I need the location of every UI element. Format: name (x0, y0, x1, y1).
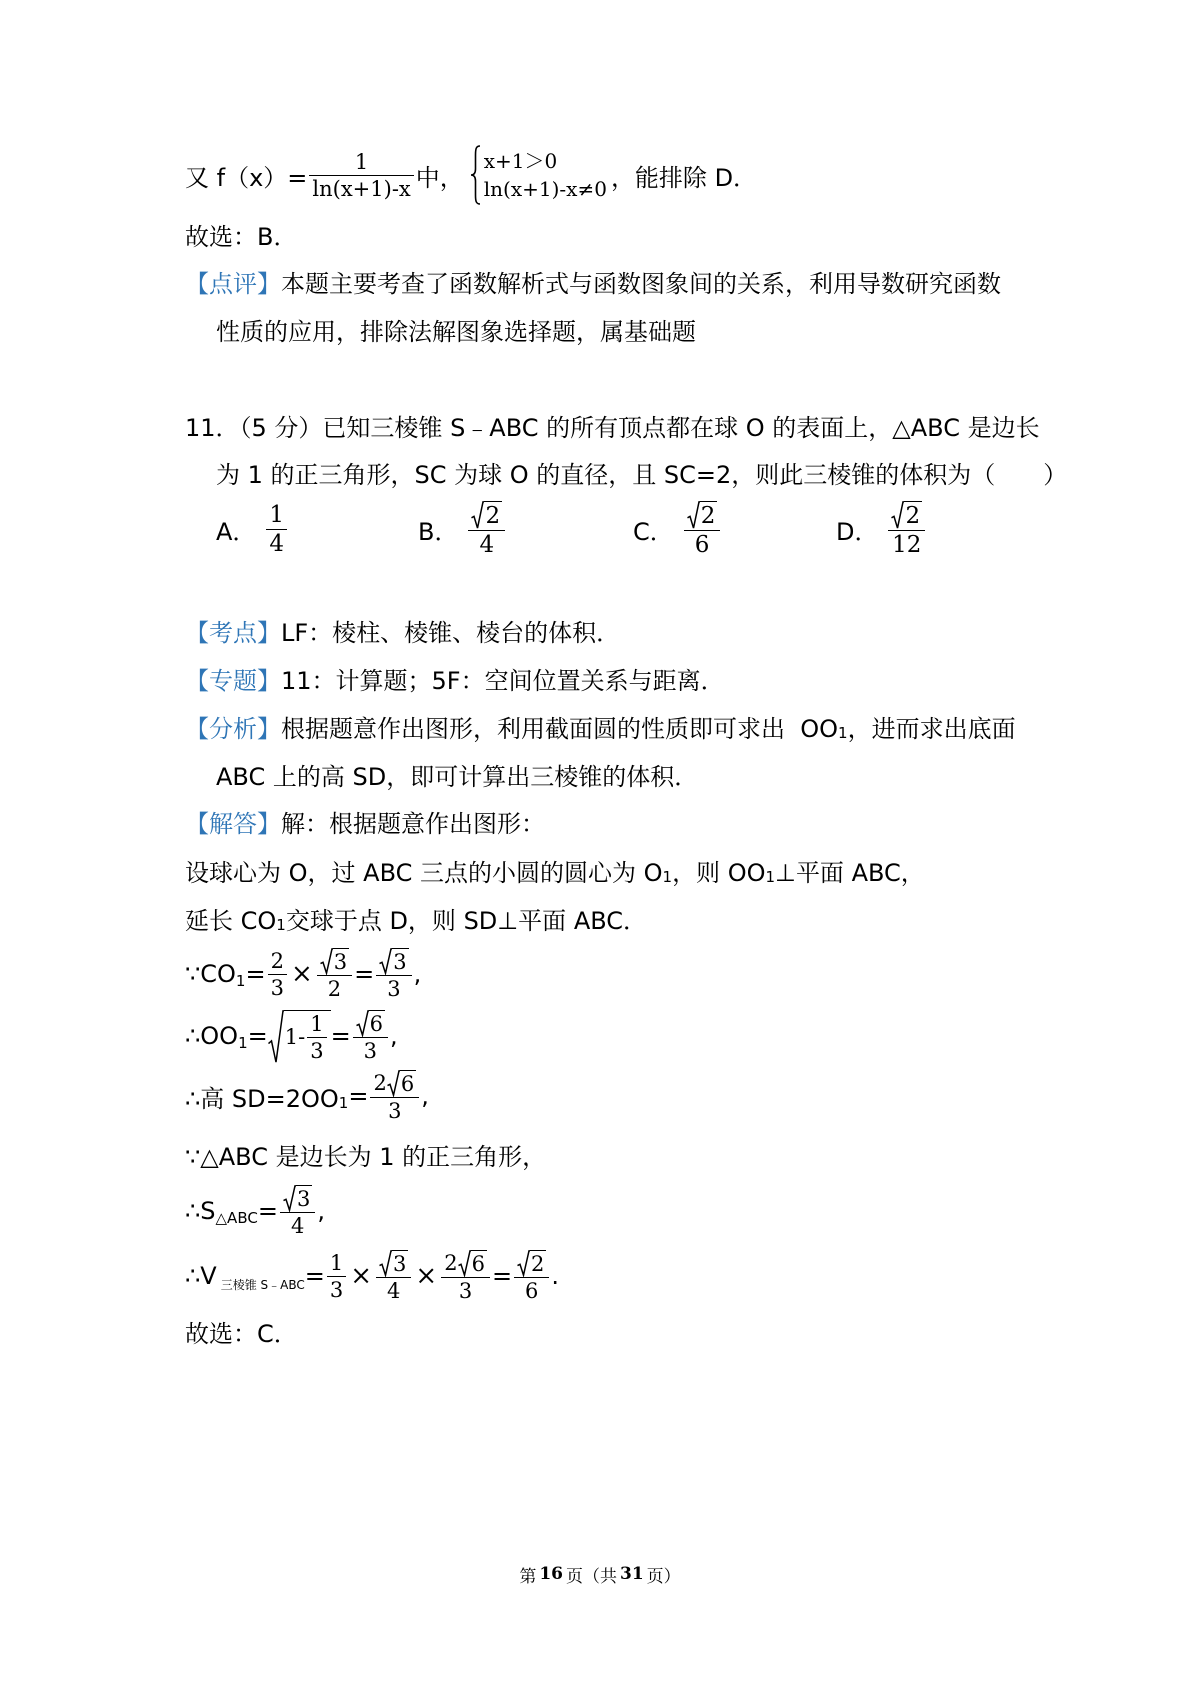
footer-text: 页） (646, 1566, 681, 1587)
square-root (283, 1185, 312, 1211)
question-stem-line-1: 11．（5 分）已知三棱锥 S﹣ABC 的所有顶点都在球 O 的表面上，△ABC 是边长 (185, 413, 1040, 442)
fraction (370, 1070, 419, 1123)
option-label: B． (418, 517, 459, 546)
solution-line-intro (185, 801, 545, 841)
equals-sign: = (245, 960, 266, 988)
radical-sign-icon (387, 1070, 400, 1096)
fraction-numerator (370, 1070, 419, 1098)
fraction-denominator: 3 (310, 1038, 324, 1063)
left-brace-icon (470, 145, 481, 205)
equals-sign: = (491, 1262, 513, 1290)
fraction (307, 1012, 326, 1063)
fraction-numerator (888, 501, 925, 531)
square-root (379, 948, 408, 974)
fraction (309, 150, 413, 201)
radicand: 6 (471, 1251, 485, 1276)
option-label: D． (836, 517, 879, 546)
review-line-2: 性质的应用，排除法解图象选择题，属基础题 (216, 317, 696, 346)
fraction-numerator: 1 (307, 1012, 326, 1038)
subscript: 三棱锥 S﹣ABC (220, 1277, 305, 1292)
square-root (356, 1010, 385, 1036)
radical-path (320, 948, 333, 972)
radicand: 6 (400, 1071, 415, 1096)
radicand: 3 (296, 1186, 311, 1211)
subscript: 1 (238, 1034, 248, 1052)
solution-intro: 解：根据题意作出图形： (281, 809, 545, 838)
function-domain-line (185, 149, 758, 201)
equals-sign: = (354, 960, 375, 988)
radicand (284, 1010, 331, 1063)
solution-step-1 (185, 850, 925, 890)
punctuation: , (413, 960, 422, 988)
equals-sign: = (304, 1262, 325, 1290)
radicand: 2 (485, 502, 501, 529)
radicand-lead: 1- (284, 1025, 306, 1049)
fraction (353, 1010, 388, 1063)
radical-sign-icon (471, 501, 484, 529)
step-text: ∴OO (185, 1022, 239, 1050)
step-text: ，则 OO (672, 858, 766, 887)
radical-sign-icon (320, 948, 333, 974)
brace-path (471, 146, 480, 204)
review-line-1 (185, 261, 1001, 301)
page-number: 16 (539, 1564, 563, 1584)
option-label: C． (633, 517, 674, 546)
radicand: 6 (369, 1011, 384, 1036)
total-pages: 31 (620, 1564, 644, 1584)
case-row-2: ln(x+1)-x≠0 (483, 177, 607, 201)
solution-step-3 (185, 948, 422, 1001)
radical-path (687, 501, 700, 527)
fraction (514, 1250, 549, 1303)
subscript: 1 (276, 916, 286, 934)
step-text: ⊥平面 ABC， (775, 858, 925, 887)
fraction (441, 1250, 490, 1303)
square-root (687, 501, 718, 529)
radical-sign-icon (283, 1185, 296, 1211)
radicand: 2 (905, 502, 921, 529)
times-sign: × (350, 1261, 373, 1291)
final-answer: 故选：C． (185, 1319, 298, 1348)
radical-sign-icon (891, 501, 904, 529)
line-prefix: 又 f（x）= (185, 163, 308, 192)
case-system (470, 145, 607, 205)
subscript: 1 (662, 868, 673, 886)
analysis-line-2: ABC 上的高 SD，即可计算出三棱锥的体积． (216, 762, 699, 791)
fraction-numerator (353, 1010, 388, 1038)
radical-path (387, 1070, 400, 1094)
fraction-numerator (684, 501, 721, 531)
fraction (468, 501, 505, 558)
coefficient: 2 (373, 1070, 387, 1095)
option-d (836, 502, 927, 556)
fraction (266, 502, 287, 557)
step-text: 延长 CO (185, 906, 277, 935)
fraction-denominator: 4 (269, 530, 285, 557)
knowledge-point-text: LF：棱柱、棱锥、棱台的体积． (281, 618, 621, 647)
fraction-denominator: 4 (479, 531, 495, 558)
step-text: ∴高 SD=2OO (185, 1084, 339, 1113)
solution-step-2 (185, 898, 647, 938)
fraction-denominator: 6 (525, 1278, 539, 1303)
fraction-numerator: 1 (266, 502, 287, 530)
analysis-line-1 (185, 706, 1016, 746)
previous-answer: 故选：B． (185, 222, 298, 251)
square-root (458, 1250, 487, 1276)
square-root (891, 501, 922, 529)
radical-path (518, 1250, 531, 1274)
equals-sign: = (247, 1022, 268, 1050)
fraction-denominator: 3 (270, 975, 284, 1000)
coefficient: 2 (444, 1250, 458, 1275)
line-middle: 中， (415, 163, 464, 192)
analysis-text: ，进而求出底面 (847, 714, 1016, 743)
question-stem-line-2: 为 1 的正三角形，SC 为球 O 的直径，且 SC=2，则此三棱锥的体积为（ ） (216, 460, 1068, 489)
radical-sign-icon (379, 1250, 392, 1276)
knowledge-point-line (185, 610, 620, 650)
footer-text: 页（共 (566, 1566, 617, 1587)
fraction-denominator: 3 (388, 1098, 402, 1123)
square-root (517, 1250, 546, 1276)
fraction-numerator (468, 501, 505, 531)
topic-tag: 【专题】 (185, 666, 281, 695)
fraction-numerator: 1 (327, 1251, 346, 1277)
radicand: 2 (700, 502, 716, 529)
solution-step-7 (185, 1186, 325, 1238)
footer-text: 第 (519, 1566, 537, 1587)
fraction (280, 1185, 315, 1238)
times-sign: × (290, 959, 313, 989)
radical-sign-icon (356, 1010, 369, 1036)
punctuation: , (421, 1082, 429, 1110)
fraction-numerator: 2 (268, 949, 287, 975)
option-c (633, 502, 722, 556)
times-sign: × (415, 1261, 438, 1291)
equals-sign: = (348, 1082, 369, 1110)
subscript: 1 (338, 1094, 349, 1112)
fraction-denominator: ln(x+1)-x (312, 176, 411, 201)
fraction-denominator: 3 (387, 976, 401, 1001)
fraction (317, 948, 352, 1001)
radical-path (472, 501, 485, 527)
topic-line (185, 658, 725, 698)
step-text: ∴V (185, 1262, 217, 1290)
solution-step-4 (185, 1011, 398, 1063)
punctuation: , (390, 1022, 398, 1050)
solution-step-6: ∵△ABC 是边长为 1 的正三角形， (185, 1142, 547, 1171)
analysis-text: 根据题意作出图形，利用截面圆的性质即可求出 OO (281, 714, 839, 743)
review-tag: 【点评】 (185, 269, 281, 298)
option-label: A． (216, 517, 257, 546)
square-root (320, 948, 349, 974)
case-rows (484, 145, 607, 205)
fraction-numerator (514, 1250, 549, 1278)
radical-sign-icon (458, 1250, 471, 1276)
radical-path (283, 1185, 296, 1209)
step-text: ∴S (185, 1197, 216, 1225)
subscript: 1 (235, 972, 246, 990)
equals-sign: = (330, 1022, 351, 1050)
square-root (268, 1010, 331, 1063)
radical-path (458, 1250, 471, 1274)
option-b (418, 502, 507, 556)
subscript: 1 (838, 724, 848, 742)
review-text: 本题主要考查了函数解析式与函数图象间的关系，利用导数研究函数 (281, 269, 1001, 298)
fraction (376, 1250, 411, 1303)
fraction-denominator: 3 (458, 1278, 473, 1303)
step-text: 设球心为 O，过 ABC 三点的小圆的圆心为 O (185, 858, 663, 887)
radical-sign-icon (268, 1010, 284, 1063)
radicand: 2 (531, 1251, 545, 1276)
topic-text: 11：计算题；5F：空间位置关系与距离． (281, 666, 725, 695)
square-root (471, 501, 502, 529)
step-text: 交球于点 D，则 SD⊥平面 ABC． (285, 906, 648, 935)
equals-sign: = (257, 1197, 278, 1225)
fraction (376, 948, 411, 1001)
fraction (268, 949, 287, 1000)
radical-path (892, 501, 905, 527)
fraction-denominator: 6 (694, 531, 710, 558)
radical-path (268, 1010, 284, 1061)
fraction-denominator: 3 (329, 1277, 344, 1302)
fraction-numerator (376, 948, 411, 976)
solution-tag: 【解答】 (185, 809, 281, 838)
fraction-denominator: 2 (327, 976, 342, 1001)
radicand: 3 (333, 949, 348, 974)
radical-path (380, 948, 393, 972)
subscript: 1 (765, 868, 776, 886)
case-row-1: x+1＞0 (483, 149, 558, 173)
radical-path (380, 1250, 393, 1274)
radical-sign-icon (687, 501, 700, 529)
fraction (684, 501, 721, 558)
square-root (387, 1070, 416, 1096)
option-a (216, 502, 289, 556)
radicand: 3 (393, 1251, 407, 1276)
analysis-tag: 【分析】 (185, 714, 281, 743)
fraction-denominator: 4 (290, 1213, 305, 1238)
subscript: △ABC (215, 1209, 258, 1227)
radical-sign-icon (517, 1250, 530, 1276)
fraction-denominator: 4 (387, 1278, 401, 1303)
fraction-denominator: 12 (892, 531, 922, 558)
square-root (379, 1250, 408, 1276)
fraction-numerator (376, 1250, 411, 1278)
fraction-denominator: 3 (363, 1038, 378, 1063)
knowledge-point-tag: 【考点】 (185, 618, 281, 647)
page-footer (0, 1556, 1200, 1592)
line-suffix: ，能排除 D． (610, 163, 758, 192)
step-text: ∵CO (185, 960, 236, 988)
fraction-numerator (441, 1250, 490, 1278)
fraction (327, 1251, 346, 1302)
radicand: 3 (393, 949, 407, 974)
fraction-numerator (280, 1185, 315, 1213)
fraction-numerator (317, 948, 352, 976)
punctuation: . (551, 1262, 560, 1290)
solution-step-8 (185, 1250, 560, 1303)
solution-step-5 (185, 1070, 429, 1123)
fraction (888, 501, 925, 558)
radical-sign-icon (379, 948, 392, 974)
radical-path (356, 1010, 369, 1034)
fraction-numerator: 1 (309, 150, 413, 176)
punctuation: , (317, 1197, 325, 1225)
